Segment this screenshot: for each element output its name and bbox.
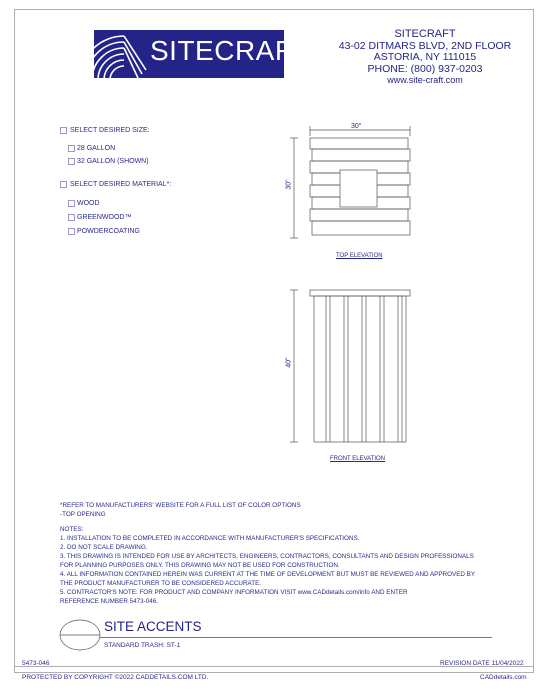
company-phone: PHONE: (800) 937-0203 [367,62,483,75]
company-address-2: ASTORIA, NY 111015 [373,51,477,63]
size-28-checkbox[interactable] [68,145,75,152]
size-32-label: 32 GALLON (SHOWN) [77,158,149,165]
note-line: 4. ALL INFORMATION CONTAINED HEREIN WAS CURRENT AT THE TIME OF DEVELOPMENT BUT MUST BE REVIEWED AND APPROVED BY [60,571,476,578]
logo-text: SITECRAFT [150,35,311,66]
company-name: SITECRAFT [394,28,456,40]
top-elevation-drawing [280,118,430,248]
drawing-subtitle: STANDARD TRASH: ST-1 [104,642,181,649]
note-line: FOR PLANNING PURPOSES ONLY. THIS DRAWING MAY NOT BE USED FOR CONSTRUCTION. [60,562,340,569]
logo-arc-icon [94,30,154,78]
top-elevation-label: TOP ELEVATION [336,253,383,259]
material-greenwood-checkbox[interactable] [68,214,75,221]
note-line: REFERENCE NUMBER 5473-046. [60,598,158,605]
material-heading-checkbox[interactable] [60,181,67,188]
sitecraft-logo [94,30,311,78]
drawing-title: SITE ACCENTS [104,619,202,634]
front-elevation-label: FRONT ELEVATION [330,456,386,462]
size-32-checkbox[interactable] [68,158,75,165]
remark-color: *REFER TO MANUFACTURERS' WEBSITE FOR A FULL LIST OF COLOR OPTIONS [60,502,301,509]
note-line: 2. DO NOT SCALE DRAWING. [60,544,148,551]
remark-top-opening: -TOP OPENING [60,511,106,518]
title-divider [100,637,492,638]
company-address-1: 43-02 DITMARS BLVD, 2ND FLOOR [338,39,512,52]
material-greenwood-label: GREENWOOD™ [77,214,132,221]
top-width-dimension: 30" [351,123,362,130]
size-heading-checkbox[interactable] [60,127,67,134]
caddetails-brand[interactable]: CADdetails.com [480,674,527,681]
reference-number: 5473-046 [22,660,50,667]
note-line: THE PRODUCT MANUFACTURER TO BE CONSIDERED ACCURATE. [60,580,262,587]
material-wood-checkbox[interactable] [68,200,75,207]
material-powdercoating-checkbox[interactable] [68,228,75,235]
section-circle-icon [58,618,104,652]
front-height-dimension: 40" [285,357,293,368]
notes-heading: NOTES: [60,526,84,533]
revision-date: REVISION DATE 11/04/2022 [440,660,524,667]
company-website[interactable]: www.site-craft.com [387,75,463,85]
copyright-text: PROTECTED BY COPYRIGHT ©2022 CADDETAILS.COM LTD. [22,674,209,681]
note-line: 3. THIS DRAWING IS INTENDED FOR USE BY ARCHITECTS, ENGINEERS, CONTRACTORS, CONSULTANTS AND DESIGN PROFESSIONALS [60,553,474,560]
size-28-label: 28 GALLON [77,145,116,152]
material-powdercoating-label: POWDERCOATING [77,228,140,235]
material-wood-label: WOOD [77,200,100,207]
size-heading: SELECT DESIRED SIZE: [70,127,150,134]
top-height-dimension: 30" [285,179,293,190]
material-heading: SELECT DESIRED MATERIAL*: [70,181,172,188]
note-line: 1. INSTALLATION TO BE COMPLETED IN ACCORDANCE WITH MANUFACTURER'S SPECIFICATIONS. [60,535,360,542]
front-elevation-drawing [280,282,430,452]
note-line: 5. CONTRACTOR'S NOTE: FOR PRODUCT AND COMPANY INFORMATION VISIT www.CADdetails.com/info AND ENTER [60,589,408,596]
company-info [330,29,520,87]
